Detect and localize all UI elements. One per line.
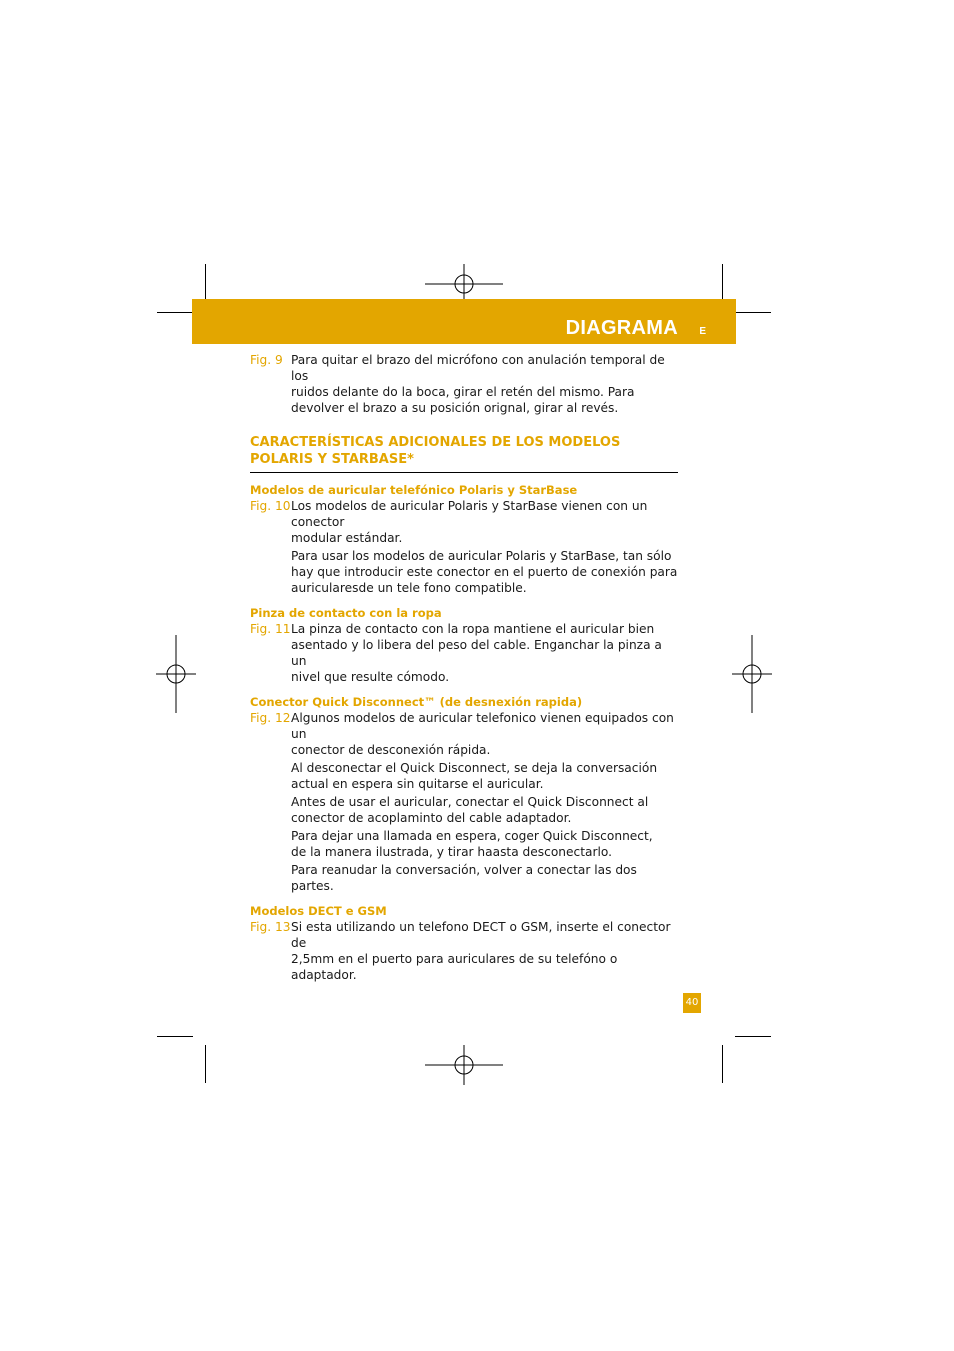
text-line: Algunos modelos de auricular telefonico vienen equipados con un xyxy=(291,711,674,741)
text-line: asentado y lo libera del peso del cable. Enganchar la pinza a un xyxy=(291,638,662,668)
content-body xyxy=(250,352,680,983)
crop-mark xyxy=(735,312,771,313)
registration-mark-icon xyxy=(156,635,196,713)
fig-label: Fig. 10 xyxy=(250,499,291,513)
crop-mark xyxy=(722,264,723,300)
text-line: devolver el brazo a su posición orignal, girar al revés. xyxy=(291,401,619,415)
registration-mark-icon xyxy=(732,635,772,713)
text-line: La pinza de contacto con la ropa mantiene el auricular bien xyxy=(291,622,655,636)
text-line: Para quitar el brazo del micrófono con anulación temporal de los xyxy=(291,353,665,383)
fig-10-block xyxy=(250,498,680,546)
paragraph: Antes de usar el auricular, conectar el Quick Disconnect al conector de acoplaminto del cable adaptador. xyxy=(291,795,649,825)
paragraph: Para usar los modelos de auricular Polaris y StarBase, tan sólo hay que introducir este conector en el puerto de conexión para auricularesde un tele fono compatible. xyxy=(291,549,678,595)
text-line: Los modelos de auricular Polaris y StarBase vienen con un conector xyxy=(291,499,648,529)
paragraph: Al desconectar el Quick Disconnect, se deja la conversación actual en espera sin quitarse el auricular. xyxy=(291,761,658,791)
fig-label: Fig. 11 xyxy=(250,622,291,636)
fig-label: Fig. 9 xyxy=(250,353,283,367)
fig-12-block xyxy=(250,710,680,758)
text-line: modular estándar. xyxy=(291,531,403,545)
fig-9-block xyxy=(250,352,680,416)
text-line: ruidos delante do la boca, girar el retén del mismo. Para xyxy=(291,385,635,399)
crop-mark xyxy=(205,264,206,300)
text-line: Si esta utilizando un telefono DECT o GSM, inserte el conector de xyxy=(291,920,671,950)
fig-13-block xyxy=(250,919,680,983)
subsection-heading: Pinza de contacto con la ropa xyxy=(250,606,442,620)
crop-mark xyxy=(157,312,193,313)
fig-11-block xyxy=(250,621,680,685)
subsection-heading: Modelos DECT e GSM xyxy=(250,904,387,918)
registration-mark-icon xyxy=(425,1045,503,1085)
subsection-heading: Conector Quick Disconnect™ (de desnexión rapida) xyxy=(250,695,583,709)
crop-mark xyxy=(205,1045,206,1083)
page-number: 40 xyxy=(683,993,701,1013)
page-title: DIAGRAMA xyxy=(565,317,678,339)
crop-mark xyxy=(157,1036,193,1037)
header-bar xyxy=(192,299,736,344)
text-line: nivel que resulte cómodo. xyxy=(291,670,450,684)
language-tag: E xyxy=(699,326,706,337)
text-line: conector de desconexión rápida. xyxy=(291,743,491,757)
registration-mark-icon xyxy=(425,264,503,304)
crop-mark xyxy=(735,1036,771,1037)
paragraph: Para dejar una llamada en espera, coger Quick Disconnect, de la manera ilustrada, y tirar haasta desconectarlo. xyxy=(291,829,653,859)
section-heading: CARACTERÍSTICAS ADICIONALES DE LOS MODELOS POLARIS Y STARBASE* xyxy=(250,434,678,473)
fig-label: Fig. 13 xyxy=(250,920,291,934)
paragraph: Para reanudar la conversación, volver a conectar las dos partes. xyxy=(291,863,637,893)
crop-mark xyxy=(722,1045,723,1083)
fig-label: Fig. 12 xyxy=(250,711,291,725)
text-line: 2,5mm en el puerto para auriculares de su telefóno o adaptador. xyxy=(291,952,618,982)
subsection-heading: Modelos de auricular telefónico Polaris y StarBase xyxy=(250,483,578,497)
